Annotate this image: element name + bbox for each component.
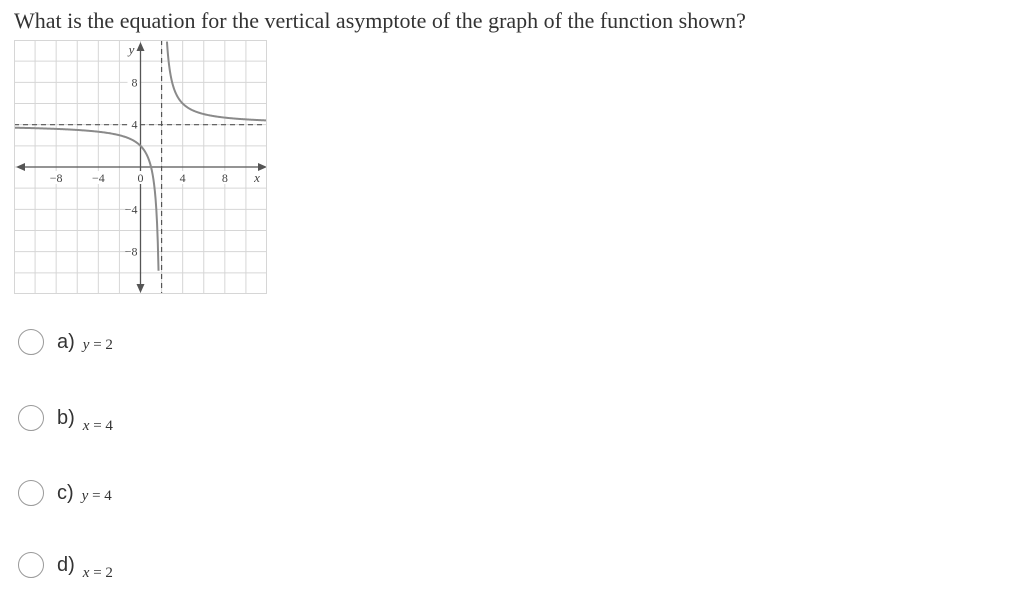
- option-c-equation: [82, 488, 112, 505]
- y-axis-arrow-down: [137, 284, 145, 293]
- option-b-equation: [83, 418, 113, 435]
- option-c[interactable]: [18, 478, 112, 508]
- x-tick-label: 8: [221, 171, 228, 185]
- x-axis-label: x: [254, 170, 260, 185]
- option-a-value: = 2: [89, 336, 113, 353]
- x-tick-label: 0: [137, 171, 144, 185]
- option-d-radio[interactable]: [18, 552, 44, 578]
- y-axis-label: y: [128, 42, 135, 57]
- option-d-variable: x: [82, 564, 90, 581]
- x-axis-arrow-left: [16, 163, 25, 171]
- option-d-value: = 2: [89, 564, 113, 581]
- question-text: What is the equation for the vertical asymptote of the graph of the function shown?: [14, 8, 746, 33]
- curve-right-branch: [167, 42, 267, 121]
- option-b-radio[interactable]: [18, 405, 44, 431]
- option-d-letter: d): [57, 553, 75, 576]
- function-graph: [14, 40, 267, 294]
- option-c-letter: c): [57, 481, 74, 504]
- y-tick-label: 8: [131, 75, 138, 90]
- option-a-equation: [83, 337, 113, 354]
- option-a-letter: a): [57, 330, 75, 353]
- option-c-value: = 4: [88, 487, 112, 504]
- option-d[interactable]: [18, 550, 113, 580]
- option-b-letter: b): [57, 406, 75, 429]
- y-tick-label: −8: [124, 244, 138, 259]
- option-a[interactable]: [18, 327, 113, 357]
- graph-svg: [14, 40, 267, 294]
- x-tick-label: −4: [91, 171, 105, 185]
- option-c-variable: y: [81, 487, 89, 504]
- x-tick-label: 4: [179, 171, 186, 185]
- option-b-variable: x: [82, 417, 90, 434]
- option-b[interactable]: [18, 403, 113, 433]
- option-c-radio[interactable]: [18, 480, 44, 506]
- y-tick-label: 4: [131, 117, 138, 132]
- option-b-value: = 4: [89, 417, 113, 434]
- option-d-equation: [83, 565, 113, 582]
- option-a-variable: y: [82, 336, 90, 353]
- option-a-radio[interactable]: [18, 329, 44, 355]
- x-tick-label: −8: [49, 171, 63, 185]
- y-axis-arrow-up: [137, 42, 145, 51]
- y-tick-label: −4: [124, 202, 138, 217]
